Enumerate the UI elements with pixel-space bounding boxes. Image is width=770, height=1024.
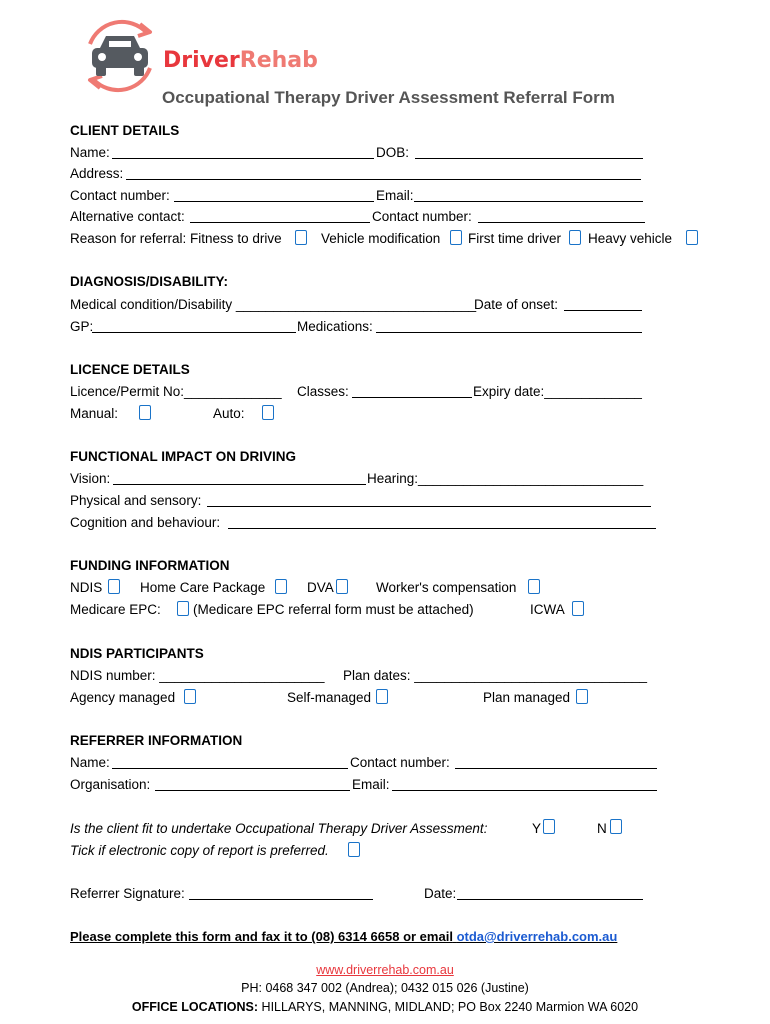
licence-heading: LICENCE DETAILS	[70, 362, 190, 377]
classes-field[interactable]	[352, 397, 472, 398]
home-care-package-label: Home Care Package	[140, 580, 266, 595]
ndis-number-label: NDIS number: ______________________	[70, 668, 325, 683]
fax-instruction	[70, 929, 617, 944]
agency-managed-checkbox[interactable]	[184, 689, 196, 704]
first-time-driver-checkbox[interactable]	[569, 230, 581, 245]
physical-sensory-field[interactable]	[207, 506, 651, 507]
vision-field[interactable]	[113, 484, 366, 485]
manual-label: Manual:	[70, 406, 119, 421]
electronic-copy-question: Tick if electronic copy of report is preferred.	[70, 843, 329, 858]
gp-label: GP:	[70, 319, 94, 334]
plan-managed-checkbox[interactable]	[576, 689, 588, 704]
medicare-epc-checkbox[interactable]	[177, 601, 189, 616]
icwa-label: ICWA	[530, 602, 565, 617]
cognition-label: Cognition and behaviour:	[70, 515, 221, 530]
referrer-heading: REFERRER INFORMATION	[70, 733, 243, 748]
email-label: Email:	[376, 188, 414, 203]
name-label: Name:	[70, 145, 110, 160]
ndis-checkbox[interactable]	[108, 579, 120, 594]
fax-instruction-text: Please complete this form and fax it to (08) 6314 6658 or email	[70, 929, 453, 944]
alternative-contact-label: Alternative contact:	[70, 209, 185, 224]
icwa-checkbox[interactable]	[572, 601, 584, 616]
fitness-to-drive-checkbox[interactable]	[295, 230, 307, 245]
driverrehab-logo-icon	[70, 14, 170, 98]
medical-condition-label: Medical condition/Disability ________________________________	[70, 297, 477, 312]
medications-field[interactable]	[376, 332, 642, 333]
organisation-field[interactable]	[155, 790, 350, 791]
medications-label: Medications:	[297, 319, 373, 334]
classes-label: Classes:	[297, 384, 349, 399]
referrer-name-field[interactable]	[112, 768, 348, 769]
first-time-driver-label: First time driver	[468, 231, 562, 246]
licence-permit-label: Licence/Permit No:_____________	[70, 384, 282, 399]
hearing-label: Hearing:______________________________	[367, 471, 644, 486]
electronic-copy-checkbox[interactable]	[348, 842, 360, 857]
dva-label: DVA	[307, 580, 334, 595]
address-label: Address:	[70, 166, 124, 181]
funding-heading: FUNDING INFORMATION	[70, 558, 230, 573]
ndis-label: NDIS	[70, 580, 103, 595]
functional-impact-heading: FUNCTIONAL IMPACT ON DRIVING	[70, 449, 296, 464]
referrer-email-label: Email:	[352, 777, 390, 792]
fit-question: Is the client fit to undertake Occupational Therapy Driver Assessment:	[70, 821, 488, 836]
alt-contact-number-label: Contact number:	[372, 209, 472, 224]
date-of-onset-label: Date of onset:	[474, 297, 559, 312]
alt-contact-number-field[interactable]	[478, 222, 645, 223]
contact-number-field[interactable]	[174, 201, 374, 202]
office-locations	[0, 1000, 770, 1014]
brand-part1: Driver	[163, 48, 240, 73]
vision-label: Vision:	[70, 471, 111, 486]
cognition-field[interactable]	[228, 528, 656, 529]
contact-number-label: Contact number:	[70, 188, 170, 203]
auto-checkbox[interactable]	[262, 405, 274, 420]
gp-field[interactable]	[92, 332, 296, 333]
website-link[interactable]: www.driverrehab.com.au	[316, 963, 454, 977]
home-care-package-checkbox[interactable]	[275, 579, 287, 594]
office-locations-text: HILLARYS, MANNING, MIDLAND; PO Box 2240 Marmion WA 6020	[261, 1000, 639, 1014]
ndis-participants-heading: NDIS PARTICIPANTS	[70, 646, 204, 661]
dva-checkbox[interactable]	[336, 579, 348, 594]
auto-label: Auto:	[213, 406, 245, 421]
phone-numbers: PH: 0468 347 002 (Andrea); 0432 015 026 (Justine)	[241, 981, 529, 995]
address-field[interactable]	[126, 179, 641, 180]
expiry-date-label: Expiry date:_____________	[473, 384, 642, 399]
brand-name	[163, 48, 318, 73]
workers-compensation-label: Worker's compensation	[376, 580, 517, 595]
email-link[interactable]: otda@driverrehab.com.au	[456, 929, 618, 944]
physical-sensory-label: Physical and sensory:	[70, 493, 202, 508]
office-locations-label: OFFICE LOCATIONS:	[131, 1000, 259, 1014]
organisation-label: Organisation:	[70, 777, 151, 792]
vehicle-modification-label: Vehicle modification	[321, 231, 441, 246]
plan-dates-label: Plan dates: _______________________________	[343, 668, 648, 683]
medicare-epc-note: (Medicare EPC referral form must be attached)	[193, 602, 474, 617]
manual-checkbox[interactable]	[139, 405, 151, 420]
plan-managed-label: Plan managed	[483, 690, 571, 705]
client-details-heading: CLIENT DETAILS	[70, 123, 180, 138]
medicare-epc-label: Medicare EPC:	[70, 602, 161, 617]
workers-compensation-checkbox[interactable]	[528, 579, 540, 594]
self-managed-label: Self-managed	[287, 690, 372, 705]
referrer-contact-label: Contact number:	[350, 755, 450, 770]
name-field[interactable]	[112, 158, 374, 159]
signature-date-label: Date:	[424, 886, 457, 901]
referrer-signature-field[interactable]	[189, 899, 373, 900]
form-title: Occupational Therapy Driver Assessment Referral Form	[162, 88, 615, 107]
date-of-onset-field[interactable]	[564, 310, 642, 311]
referrer-email-field[interactable]	[392, 790, 657, 791]
reason-fitness-label: Reason for referral: Fitness to drive	[70, 231, 282, 246]
vehicle-modification-checkbox[interactable]	[450, 230, 462, 245]
referrer-name-label: Name:	[70, 755, 110, 770]
signature-date-field[interactable]	[457, 899, 643, 900]
brand-part2: Rehab	[239, 48, 318, 73]
yes-checkbox[interactable]	[543, 819, 555, 834]
diagnosis-heading: DIAGNOSIS/DISABILITY:	[70, 274, 229, 289]
alternative-contact-field[interactable]	[190, 222, 370, 223]
dob-label: DOB:	[376, 145, 410, 160]
yes-label: Y	[532, 821, 542, 836]
referrer-signature-label: Referrer Signature:	[70, 886, 185, 901]
email-field[interactable]	[414, 201, 643, 202]
no-checkbox[interactable]	[610, 819, 622, 834]
heavy-vehicle-label: Heavy vehicle	[588, 231, 673, 246]
no-label: N	[597, 821, 607, 836]
heavy-vehicle-checkbox[interactable]	[686, 230, 698, 245]
self-managed-checkbox[interactable]	[376, 689, 388, 704]
referrer-contact-field[interactable]	[455, 768, 657, 769]
dob-field[interactable]	[415, 158, 643, 159]
agency-managed-label: Agency managed	[70, 690, 176, 705]
